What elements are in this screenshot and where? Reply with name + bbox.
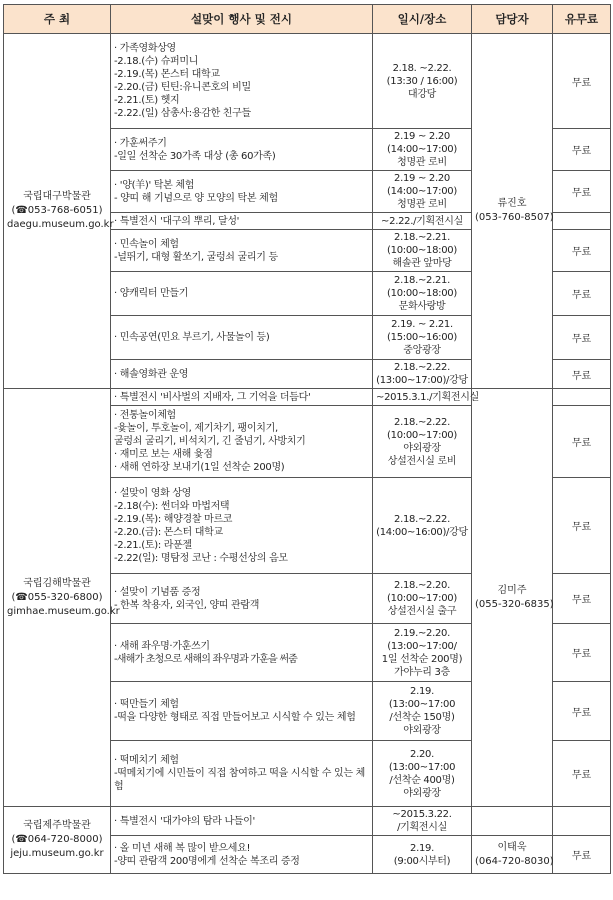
datetime-cell	[373, 741, 472, 807]
fee-cell: 무료	[553, 478, 611, 574]
manager-cell	[472, 836, 553, 874]
datetime-cell	[373, 230, 472, 272]
header-event: 설맞이 행사 및 전시	[111, 5, 373, 34]
event-line: · 설맞이 기념품 증정	[114, 586, 201, 598]
datetime-line: 청명관 로비	[397, 157, 447, 168]
manager-name: 김미주	[497, 584, 527, 596]
datetime-line: (13:00~17:00	[388, 761, 456, 773]
event-cell	[111, 171, 373, 213]
datetime-line: ~2015.3.1./기획전시실	[376, 391, 479, 403]
fee-cell: 무료	[553, 230, 611, 272]
datetime-cell	[373, 171, 472, 213]
event-line: -2.22(일): 명탐정 코난 : 수평선상의 음모	[114, 552, 288, 564]
datetime-line: 2.18.~2.20.	[394, 580, 450, 591]
event-line: · 특별전시 '비사벌의 지배자, 그 기억을 더듬다'	[114, 391, 311, 403]
event-line: · 양캐릭터 만들기	[114, 288, 189, 299]
fee-cell: 무료	[553, 406, 611, 478]
organizer-phone: (☎053-768-6051)	[11, 205, 103, 216]
event-line: · 새해 연하장 보내기(1일 선착순 200명)	[114, 462, 285, 473]
organizer-name: 국립김해박물관	[23, 577, 91, 589]
event-line: -양띠 관람객 200명에게 선착순 복조리 증정	[114, 855, 300, 867]
fee-cell: 무료	[553, 836, 611, 874]
fee-cell	[553, 807, 611, 836]
datetime-line: (10:00~18:00)	[387, 245, 457, 256]
event-cell	[111, 389, 373, 406]
fee-cell	[553, 389, 611, 406]
datetime-line: 2.18. ~2.22.	[392, 62, 452, 74]
event-line: -2.20.(금) 틴틴:유니콘호의 비밀	[114, 82, 251, 93]
datetime-line: (13:30 / 16:00)	[386, 75, 458, 87]
event-cell	[111, 574, 373, 624]
datetime-line: (13:00~17:00)/강당	[376, 375, 468, 386]
event-line: · 전통놀이체험	[114, 410, 176, 421]
event-line: · 떡만들기 체험	[114, 699, 179, 710]
datetime-line: /선착순 150명)	[389, 712, 455, 723]
fee-cell	[553, 213, 611, 230]
fee-cell: 무료	[553, 741, 611, 807]
datetime-line: (10:00~18:00)	[387, 288, 457, 299]
datetime-line: 2.18.~2.22.	[394, 513, 450, 525]
event-line: -2.18(수): 썬더와 마법저택	[114, 500, 230, 512]
organizer-cell	[4, 389, 120, 807]
datetime-line: ~2015.3.22.	[392, 809, 452, 820]
fee-cell: 무료	[553, 682, 611, 741]
datetime-line: 1일 선착순 200명)	[381, 653, 463, 665]
event-line: -2.19.(목) 몬스터 대학교	[114, 69, 220, 80]
manager-phone: (064-720-8030)	[475, 855, 554, 867]
event-line: - 양띠 해 기념으로 양 모양의 탁본 체험	[114, 192, 278, 204]
fee-cell: 무료	[553, 574, 611, 624]
datetime-line: 2.18.~2.21.	[394, 232, 450, 243]
organizer-website: gimhae.museum.go.kr	[7, 605, 120, 617]
datetime-line: 야외광장	[403, 787, 441, 799]
datetime-cell	[373, 213, 472, 230]
table-row	[4, 807, 611, 836]
event-line: -2.22.(일) 삼총사:용감한 친구들	[114, 108, 251, 119]
event-line: -일일 선착순 30가족 대상 (총 60가족)	[114, 150, 276, 162]
organizer-cell	[4, 34, 114, 389]
datetime-line: 문화사랑방	[398, 301, 446, 312]
fee-cell: 무료	[553, 316, 611, 360]
header-fee: 유무료	[553, 5, 611, 34]
event-line: -2.21.(토) 헷지	[114, 95, 180, 106]
event-cell	[111, 406, 373, 478]
datetime-line: /기획전시실	[397, 822, 447, 833]
event-cell	[111, 741, 373, 807]
organizer-website: jeju.museum.go.kr	[10, 848, 104, 859]
header-organizer: 주 최	[4, 5, 111, 34]
datetime-line: (10:00~17:00)	[387, 593, 457, 604]
header-manager: 담당자	[472, 5, 553, 34]
datetime-line: 대강당	[407, 88, 437, 100]
event-line: · 설맞이 영화 상영	[114, 487, 192, 499]
datetime-cell	[373, 406, 472, 478]
event-cell	[111, 316, 373, 360]
datetime-line: (9:00시부터)	[393, 855, 451, 867]
manager-cell	[472, 389, 553, 807]
event-line: -널뛰기, 대형 활쏘기, 굴렁쇠 굴리기 등	[114, 251, 278, 263]
event-cell	[111, 213, 373, 230]
organizer-name: 국립제주박물관	[23, 820, 91, 831]
datetime-cell	[373, 316, 472, 360]
fee-cell: 무료	[553, 129, 611, 171]
datetime-line: 야외광장	[403, 725, 441, 736]
manager-name: 이태욱	[497, 841, 527, 853]
event-line: -2.20.(금): 몬스터 대학교	[114, 526, 223, 538]
datetime-cell	[373, 682, 472, 741]
event-line: · 민속놀이 체험	[114, 238, 179, 250]
event-cell	[111, 807, 373, 836]
event-line: -2.19.(목): 해양경찰 마르코	[114, 513, 233, 525]
table-row	[4, 389, 611, 406]
datetime-line: 2.18.~2.22.	[394, 416, 450, 428]
organizer-website: daegu.museum.go.kr	[7, 219, 114, 230]
event-line: · 민속공연(민요 부르기, 사물놀이 등)	[114, 332, 270, 343]
datetime-line: (14:00~17:00)	[387, 144, 457, 155]
event-line: 굴렁쇠 굴리기, 비석치기, 긴 줄넘기, 사방치기	[114, 436, 306, 447]
datetime-line: ~2.22./기획전시실	[381, 215, 463, 227]
event-line: · 특별전시 '대가야의 탐라 나들이'	[114, 815, 255, 827]
datetime-line: 청명관 로비	[397, 199, 447, 210]
datetime-line: 2.20.	[410, 748, 434, 760]
datetime-cell	[373, 272, 472, 316]
event-line: · 올 미년 새해 복 많이 받으세요!	[114, 842, 251, 854]
organizer-cell	[4, 807, 111, 874]
event-cell	[111, 836, 373, 874]
event-line: - 한복 착용자, 외국인, 양띠 관람객	[114, 599, 260, 611]
datetime-line: 2.19.~2.20.	[394, 627, 450, 639]
datetime-line: 2.19 ~ 2.20	[394, 173, 450, 184]
manager-name: 류진호	[497, 198, 527, 209]
datetime-cell	[373, 836, 472, 874]
table-row	[4, 34, 611, 129]
datetime-cell	[373, 34, 472, 129]
event-line: · '양(羊)' 탁본 체험	[114, 179, 195, 191]
datetime-line: 2.19.	[410, 686, 434, 697]
datetime-cell	[373, 624, 472, 682]
event-cell	[111, 34, 373, 129]
datetime-line: 2.18.~2.22.	[394, 362, 450, 373]
event-line: · 가족영화상영	[114, 43, 176, 54]
event-cell	[111, 129, 373, 171]
event-line: · 해솔영화관 운영	[114, 368, 189, 380]
event-line: · 특별전시 '대구의 뿌리, 달성'	[114, 215, 240, 227]
event-line: · 재미로 보는 새해 윷점	[114, 449, 213, 460]
manager-cell	[472, 807, 553, 836]
event-cell	[111, 624, 373, 682]
event-cell	[111, 272, 373, 316]
event-table	[3, 4, 611, 874]
manager-phone: (055-320-6835)	[475, 598, 554, 610]
manager-phone: (053-760-8507)	[475, 212, 554, 223]
header-datetime: 일시/장소	[373, 5, 472, 34]
datetime-line: 상설전시실 출구	[387, 606, 457, 617]
event-line: · 새해 좌우명·가훈쓰기	[114, 640, 210, 652]
datetime-line: (14:00~17:00)	[387, 186, 457, 197]
event-line: · 가훈써주기	[114, 137, 167, 149]
datetime-line: 2.19.	[410, 842, 434, 854]
fee-cell: 무료	[553, 624, 611, 682]
datetime-line: 야외광장	[403, 442, 441, 454]
datetime-cell	[373, 129, 472, 171]
datetime-line: (10:00~17:00)	[387, 429, 457, 441]
event-cell	[111, 478, 373, 574]
datetime-line: /선착순 400명)	[389, 774, 455, 786]
organizer-name: 국립대구박물관	[23, 191, 91, 202]
datetime-cell	[373, 478, 472, 574]
event-cell	[111, 230, 373, 272]
datetime-line: 가야누리 3층	[394, 666, 450, 678]
datetime-line: (15:00~16:00)	[387, 332, 457, 343]
datetime-line: 해솔관 앞마당	[392, 258, 452, 269]
datetime-line: (13:00~17:00	[388, 699, 456, 710]
event-line: -2.18.(수) 슈퍼미니	[114, 56, 199, 67]
manager-cell	[472, 34, 553, 389]
datetime-line: 2.19. ~ 2.21.	[391, 319, 453, 330]
event-line: -윷놀이, 투호놀이, 제기차기, 팽이치기,	[114, 423, 278, 434]
datetime-cell	[373, 807, 472, 836]
datetime-line: 2.19 ~ 2.20	[394, 131, 450, 142]
fee-cell: 무료	[553, 34, 611, 129]
event-line: -떡메치기에 시민들이 직접 참여하고 떡을 시식할 수 있는 체험	[114, 768, 365, 792]
fee-cell: 무료	[553, 272, 611, 316]
table-header-row	[4, 5, 611, 34]
event-line: -떡을 다양한 형태로 직접 만들어보고 시식할 수 있는 체험	[114, 712, 356, 723]
datetime-line: (14:00~16:00)/강당	[376, 526, 468, 538]
fee-cell: 무료	[553, 171, 611, 213]
datetime-line: 2.18.~2.21.	[394, 275, 450, 286]
event-line: -새해가 초청으로 새해의 좌우명과 가훈을 써줌	[114, 653, 298, 665]
datetime-line: (13:00~17:00/	[387, 640, 457, 652]
datetime-cell	[373, 360, 472, 389]
datetime-line: 중앙광장	[403, 345, 441, 356]
datetime-cell	[373, 389, 479, 406]
organizer-phone: (☎055-320-6800)	[11, 591, 103, 603]
event-line: · 떡메치기 체험	[114, 755, 179, 766]
event-cell	[111, 360, 373, 389]
organizer-phone: (☎064-720-8000)	[11, 834, 103, 845]
event-line: -2.21.(토): 라푼젤	[114, 539, 192, 551]
datetime-cell	[373, 574, 472, 624]
event-cell	[111, 682, 373, 741]
datetime-line: 상설전시실 로비	[387, 455, 457, 467]
fee-cell: 무료	[553, 360, 611, 389]
